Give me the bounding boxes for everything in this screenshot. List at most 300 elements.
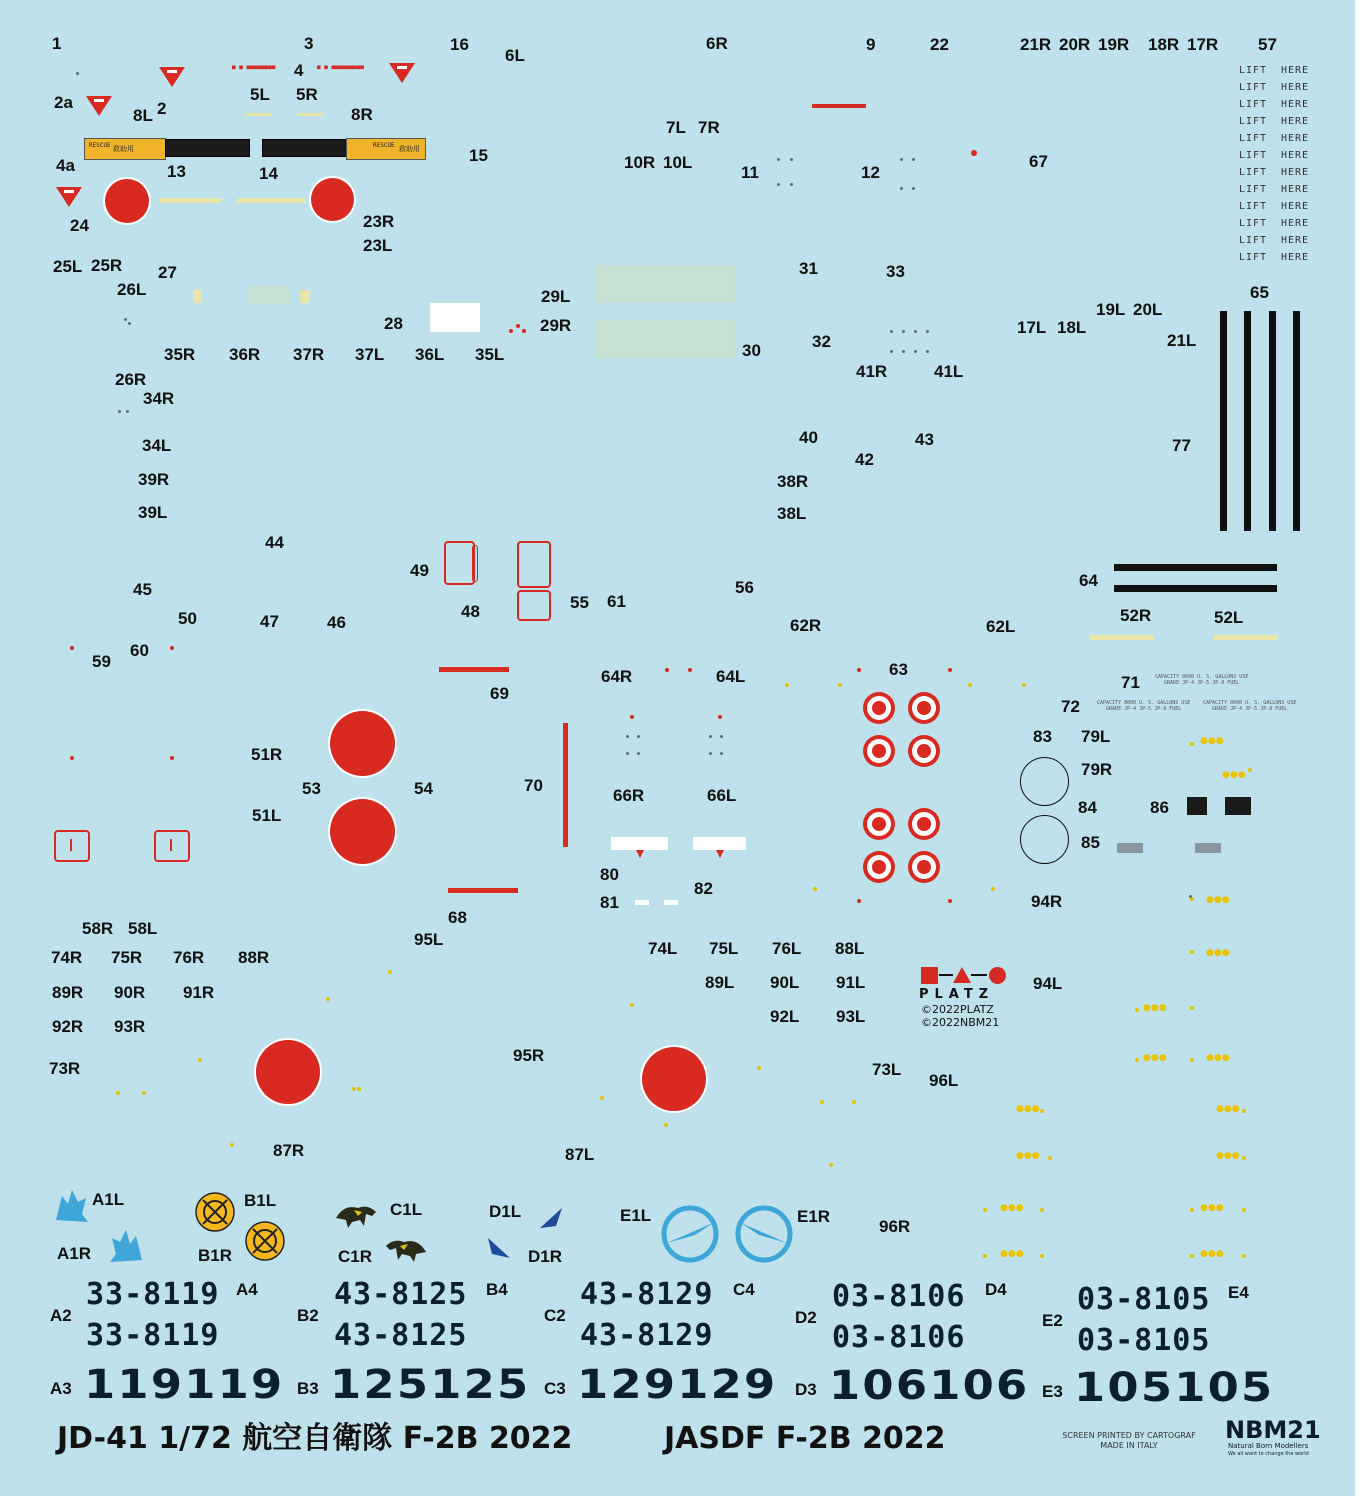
serial-number-decal: 03-8106	[832, 1279, 966, 1314]
rescue-text-jp: 救助用	[399, 145, 420, 153]
grey-stencil-dot	[926, 350, 929, 353]
stencil-dot	[813, 887, 817, 891]
hinomaru-roundel	[330, 799, 395, 864]
stencil-text-decal: ■ ■ ■■■■■■■■■	[317, 64, 364, 71]
decal-number: 2	[157, 99, 167, 118]
stencil-dot	[357, 1087, 361, 1091]
grey-stencil-dot	[76, 72, 79, 75]
black-stencil-plate	[165, 139, 250, 157]
decal-number: A2	[50, 1306, 72, 1325]
stencil-dot	[1040, 1208, 1044, 1212]
decal-number: 55	[570, 593, 589, 612]
black-stripe-decal	[1114, 585, 1277, 592]
decal-number: 17L	[1017, 318, 1047, 337]
decal-number: 95R	[513, 1046, 545, 1065]
pale-stencil-patch	[248, 286, 290, 304]
stencil-dot-group: ●●●	[1216, 1104, 1240, 1114]
pale-stencil-strip	[246, 113, 272, 116]
red-outline-panel-decal	[444, 541, 475, 585]
warning-triangle-decal	[389, 63, 415, 83]
white-strip-decal	[635, 900, 649, 905]
red-arrow-decal	[636, 850, 644, 858]
unit-emblem-blue-icon	[661, 1205, 719, 1263]
black-plate-decal	[1187, 797, 1207, 815]
here-stencil-text: HERE	[1281, 167, 1310, 178]
black-stripe-decal	[1244, 311, 1251, 531]
decal-number: 39L	[138, 503, 168, 522]
serial-number-decal: 03-8106	[832, 1320, 966, 1355]
decal-number: 80	[600, 865, 619, 884]
decal-number: 75R	[111, 948, 143, 967]
decal-number: 51L	[252, 806, 282, 825]
decal-number: 7R	[698, 118, 720, 137]
decal-number: 73R	[49, 1059, 81, 1078]
decal-number: 15	[469, 146, 488, 165]
decal-number: 64L	[716, 667, 746, 686]
decal-number: 54	[414, 779, 433, 798]
rescue-text: RESCUE	[373, 142, 395, 149]
fuel-capacity-stencil	[1155, 674, 1248, 686]
white-patch-decal	[430, 303, 480, 332]
decal-number: 16	[450, 35, 469, 54]
decal-number: B3	[297, 1379, 319, 1398]
decal-number: E1L	[620, 1206, 652, 1225]
rescue-text-jp: 救助用	[113, 145, 134, 153]
lift-stencil-text: LIFT	[1239, 150, 1268, 161]
decal-number: 34L	[142, 436, 172, 455]
decal-number: 37L	[355, 345, 385, 364]
stencil-dot	[1040, 1109, 1044, 1113]
grade-text: GRADE JP-4 JP-5 JP-8 FUEL	[1212, 706, 1288, 712]
white-placard-decal	[693, 837, 746, 850]
tail-number-decal: 105105	[1074, 1365, 1275, 1411]
nbm21-tagline: Natural Born Modellers	[1228, 1442, 1309, 1450]
credit-line-1: SCREEN PRINTED BY CARTOGRAF	[1062, 1431, 1196, 1440]
logo-line-icon	[971, 974, 987, 976]
decal-number: 27	[158, 263, 177, 282]
grey-stencil-dot	[790, 183, 793, 186]
decal-number: 69	[490, 684, 509, 703]
decal-number: 90L	[770, 973, 800, 992]
stencil-dot-group: ●●●	[1222, 770, 1246, 780]
decal-number: 33	[886, 262, 905, 281]
decal-number: E1R	[797, 1207, 831, 1226]
stencil-dot	[1190, 1058, 1194, 1062]
decal-number: 32	[812, 332, 831, 351]
lift-stencil-text: LIFT	[1239, 252, 1268, 263]
decal-number: 86	[1150, 798, 1169, 817]
nbm-copyright: ©2022NBM21	[921, 1016, 1000, 1029]
ring-target-decal	[908, 735, 940, 767]
nbm21-motto: We all want to change the world	[1228, 1451, 1309, 1457]
ring-target-decal	[908, 692, 940, 724]
decal-number: 20L	[1133, 300, 1163, 319]
black-stencil-plate	[262, 139, 348, 157]
ring-target-decal	[863, 692, 895, 724]
here-stencil-text: HERE	[1281, 82, 1310, 93]
decal-number: 72	[1061, 697, 1080, 716]
decal-number: 63	[889, 660, 908, 679]
decal-number: A4	[236, 1280, 258, 1299]
decal-number: C1R	[338, 1247, 373, 1266]
red-stencil-dot	[665, 668, 669, 672]
decal-number: 74R	[51, 948, 83, 967]
decal-number: 10L	[663, 153, 693, 172]
stencil-dot	[1190, 950, 1194, 954]
stencil-dot-group: ●●●	[1206, 1053, 1230, 1063]
grey-stencil-dot	[914, 350, 917, 353]
decal-number: 70	[524, 776, 543, 795]
decal-number: 60	[130, 641, 149, 660]
decal-number: 42	[855, 450, 874, 469]
stencil-dot	[852, 1100, 856, 1104]
decal-number: 17R	[1187, 35, 1219, 54]
decal-number: 85	[1081, 833, 1100, 852]
decal-number: 66L	[707, 786, 737, 805]
stencil-dot	[1190, 1208, 1194, 1212]
stencil-dot	[1190, 742, 1194, 746]
decal-number: 75L	[709, 939, 739, 958]
squadron-badge-yellow-icon	[194, 1191, 236, 1233]
stencil-dot	[757, 1066, 761, 1070]
stencil-dot	[116, 1091, 120, 1095]
stencil-dot	[968, 683, 972, 687]
pale-stencil-strip	[1214, 635, 1278, 640]
decal-number: 76L	[772, 939, 802, 958]
red-stripe-decal	[448, 888, 518, 893]
tail-number-decal: 129129	[577, 1362, 778, 1408]
sheet-title-english: JASDF F-2B 2022	[664, 1421, 946, 1456]
decal-number: E2	[1042, 1311, 1063, 1330]
serial-number-decal: 03-8105	[1077, 1282, 1211, 1317]
stencil-dot	[1190, 1006, 1194, 1010]
decal-number: 19L	[1096, 300, 1126, 319]
decal-number: C4	[733, 1280, 755, 1299]
decal-number: D1L	[489, 1202, 522, 1221]
rescue-arrow-right-decal	[346, 138, 426, 160]
red-stencil-dot	[630, 715, 634, 719]
red-stencil-dot	[70, 756, 74, 760]
grey-stencil-dot	[720, 735, 723, 738]
stencil-dot-group: ●●●	[1216, 1151, 1240, 1161]
decal-number: 2a	[54, 93, 73, 112]
decal-number: 65	[1250, 283, 1269, 302]
grey-stencil-dot	[890, 330, 893, 333]
tiger-badge-blue-icon	[108, 1228, 146, 1264]
decal-number: A1L	[92, 1190, 125, 1209]
decal-number: 26R	[115, 370, 147, 389]
decal-number: 3	[304, 34, 314, 53]
grey-stencil-dot	[902, 330, 905, 333]
decal-number: D1R	[528, 1247, 563, 1266]
stencil-dot	[388, 970, 392, 974]
stencil-dot-group: ●●●	[1206, 895, 1230, 905]
grey-stencil-dot	[128, 322, 131, 325]
decal-number: 13	[167, 162, 186, 181]
decal-number: 57	[1258, 35, 1277, 54]
decal-number: 64	[1079, 571, 1098, 590]
decal-number: 29L	[541, 287, 571, 306]
decal-number: 12	[861, 163, 880, 182]
decal-number: 40	[799, 428, 818, 447]
stencil-dot	[983, 1254, 987, 1258]
serial-number-decal: 43-8129	[580, 1318, 714, 1353]
stencil-dot-group: ●●●	[1206, 948, 1230, 958]
pale-stencil-strip	[193, 290, 202, 303]
stencil-dot	[326, 997, 330, 1001]
lift-stencil-text: LIFT	[1239, 184, 1268, 195]
decal-number: 4a	[56, 156, 75, 175]
pale-stencil-strip	[237, 198, 305, 203]
decal-number: 74L	[648, 939, 678, 958]
decal-number: 38R	[777, 472, 809, 491]
lift-stencil-text: LIFT	[1239, 65, 1268, 76]
stencil-dot	[1242, 1254, 1246, 1258]
white-placard-decal	[611, 837, 668, 850]
stencil-dot	[838, 683, 842, 687]
hinomaru-roundel	[330, 711, 395, 776]
decal-number: 94R	[1031, 892, 1063, 911]
red-stripe-decal	[563, 723, 568, 847]
decal-number: 1	[52, 34, 62, 53]
red-arrow-decal	[716, 850, 724, 858]
grey-stencil-dot	[709, 735, 712, 738]
decal-number: 66R	[613, 786, 645, 805]
black-stripe-decal	[1269, 311, 1276, 531]
decal-number: 83	[1033, 727, 1052, 746]
stencil-dot-group: ●●●	[1200, 1249, 1224, 1259]
decal-number: 52R	[1120, 606, 1152, 625]
decal-number: 28	[384, 314, 403, 333]
decal-number: 91R	[183, 983, 215, 1002]
red-stencil-dot	[718, 715, 722, 719]
decal-number: D2	[795, 1308, 817, 1327]
decal-number: 53	[302, 779, 321, 798]
decal-number: 39R	[138, 470, 170, 489]
decal-number: 5R	[296, 85, 318, 104]
stencil-dot	[1022, 683, 1026, 687]
decal-number: 64R	[601, 667, 633, 686]
decal-number: 82	[694, 879, 713, 898]
grey-stencil-dot	[890, 350, 893, 353]
decal-number: 38L	[777, 504, 807, 523]
pale-stencil-strip	[300, 290, 309, 303]
decal-number: 96R	[879, 1217, 911, 1236]
tail-number-decal: 119119	[84, 1362, 285, 1408]
decal-number: 79L	[1081, 727, 1111, 746]
decal-number: C2	[544, 1306, 566, 1325]
decal-number: 51R	[251, 745, 283, 764]
decal-number: 73L	[872, 1060, 902, 1079]
ring-target-decal	[908, 851, 940, 883]
stencil-dot	[1242, 1156, 1246, 1160]
decal-number: 67	[1029, 152, 1048, 171]
stencil-dot	[664, 1123, 668, 1127]
decal-number: 23L	[363, 236, 393, 255]
decal-number: 90R	[114, 983, 146, 1002]
pale-stencil-strip	[297, 113, 323, 116]
decal-number: B2	[297, 1306, 319, 1325]
decal-number: 50	[178, 609, 197, 628]
hinomaru-roundel	[256, 1040, 320, 1104]
decal-number: 89L	[705, 973, 735, 992]
lift-stencil-text: LIFT	[1239, 82, 1268, 93]
grey-stencil-dot	[1189, 895, 1192, 898]
decal-number: 71	[1121, 673, 1140, 692]
fuel-capacity-stencil	[1097, 700, 1190, 712]
grey-stencil-dot	[709, 752, 712, 755]
stencil-dot	[1135, 1058, 1139, 1062]
here-stencil-text: HERE	[1281, 150, 1310, 161]
decal-number: 36L	[415, 345, 445, 364]
ring-target-decal	[908, 808, 940, 840]
decal-number: 59	[92, 652, 111, 671]
stencil-dot-group: ●●●	[1000, 1249, 1024, 1259]
grey-stencil-dot	[902, 350, 905, 353]
unit-emblem-blue-icon	[735, 1205, 793, 1263]
grey-stencil-dot	[912, 187, 915, 190]
decal-number: 18L	[1057, 318, 1087, 337]
red-outline-panel-decal	[54, 830, 90, 862]
red-stencil-dot	[170, 756, 174, 760]
lift-stencil-text: LIFT	[1239, 167, 1268, 178]
decal-number: 36R	[229, 345, 261, 364]
stencil-dot	[1135, 1008, 1139, 1012]
red-stencil-dot	[516, 324, 520, 328]
stencil-dot-group: ●●●	[1143, 1053, 1167, 1063]
decal-number: 8L	[133, 106, 153, 125]
decal-number: 6L	[505, 46, 525, 65]
logo-line-icon	[939, 974, 953, 976]
decal-number: 25R	[91, 256, 123, 275]
decal-number: 43	[915, 430, 934, 449]
decal-number: 11	[741, 163, 759, 182]
here-stencil-text: HERE	[1281, 184, 1310, 195]
stencil-dot	[1048, 1156, 1052, 1160]
red-stencil-dot	[509, 329, 513, 333]
here-stencil-text: HERE	[1281, 201, 1310, 212]
decal-number: 21L	[1167, 331, 1197, 350]
decal-number: 29R	[540, 316, 572, 335]
decal-number: 93R	[114, 1017, 146, 1036]
grey-stencil-dot	[637, 735, 640, 738]
logo-circle-icon	[989, 967, 1006, 984]
decal-number: 18R	[1148, 35, 1180, 54]
grey-stencil-dot	[900, 187, 903, 190]
capacity-text: CAPACITY 8000 U. S. GALLONS USE	[1155, 674, 1249, 680]
decal-number: 62L	[986, 617, 1016, 636]
tail-number-decal: 125125	[330, 1362, 531, 1408]
black-circle-outline-decal	[1020, 815, 1069, 864]
stencil-dot	[1040, 1254, 1044, 1258]
blue-chevron-icon	[538, 1206, 564, 1230]
decal-number: 96L	[929, 1071, 959, 1090]
stencil-dot-group: ●●●	[1200, 736, 1224, 746]
red-outline-panel-decal	[154, 830, 190, 862]
stencil-dot-group: ●●●	[1200, 1203, 1224, 1213]
decal-number: 23R	[363, 212, 395, 231]
decal-number: 95L	[414, 930, 444, 949]
pale-stencil-strip	[1090, 635, 1154, 640]
decal-number: 89R	[52, 983, 84, 1002]
tiger-badge-blue-icon	[52, 1188, 90, 1224]
stencil-dot	[829, 1163, 833, 1167]
here-stencil-text: HERE	[1281, 65, 1310, 76]
grey-stencil-dot	[626, 752, 629, 755]
decal-number: 88R	[238, 948, 270, 967]
sheet-title-japanese: JD-41 1/72 航空自衛隊 F-2B 2022	[57, 1421, 573, 1456]
grade-text: GRADE JP-4 JP-5 JP-8 FUEL	[1106, 706, 1182, 712]
decal-number: 91L	[836, 973, 866, 992]
ring-target-decal	[863, 851, 895, 883]
grade-text: GRADE JP-4 JP-5 JP-8 FUEL	[1164, 680, 1240, 686]
decal-number: 47	[260, 612, 279, 631]
grey-stencil-dot	[637, 752, 640, 755]
red-outline-panel-decal	[472, 545, 478, 582]
decal-number: 9	[866, 35, 876, 54]
serial-number-decal: 33-8119	[86, 1318, 220, 1353]
decal-number: 37R	[293, 345, 325, 364]
black-plate-decal	[1225, 797, 1251, 815]
red-stencil-dot	[857, 899, 861, 903]
black-panther-icon	[384, 1234, 428, 1264]
grey-stencil-dot	[790, 158, 793, 161]
pale-stencil-patch	[595, 265, 735, 303]
decal-number: 14	[259, 164, 278, 183]
decal-number: 93L	[836, 1007, 866, 1026]
grey-stencil-dot	[926, 330, 929, 333]
decal-number: 24	[70, 216, 89, 235]
decal-number: 52L	[1214, 608, 1244, 627]
red-outline-panel-decal	[517, 541, 551, 588]
decal-number: 87L	[565, 1145, 595, 1164]
rescue-arrow-left-decal	[84, 138, 166, 160]
decal-number: 94L	[1033, 974, 1063, 993]
stencil-dot	[1190, 1254, 1194, 1258]
decal-number: B4	[486, 1280, 508, 1299]
decal-number: 62R	[790, 616, 822, 635]
serial-number-decal: 43-8125	[334, 1318, 468, 1353]
lift-stencil-text: LIFT	[1239, 133, 1268, 144]
decal-number: 68	[448, 908, 467, 927]
printer-credit	[1056, 1431, 1202, 1450]
serial-number-decal: 43-8125	[334, 1277, 468, 1312]
red-stencil-dot	[948, 668, 952, 672]
decal-number: 20R	[1059, 35, 1091, 54]
red-stencil-dot	[857, 668, 861, 672]
decal-number: E3	[1042, 1382, 1063, 1401]
decal-number: 30	[742, 341, 761, 360]
grey-stencil-dot	[626, 735, 629, 738]
black-panther-icon	[334, 1200, 378, 1230]
here-stencil-text: HERE	[1281, 116, 1310, 127]
stencil-dot	[1248, 768, 1252, 772]
squadron-badge-yellow-icon	[244, 1220, 286, 1262]
decal-number: 58R	[82, 919, 114, 938]
decal-number: 34R	[143, 389, 175, 408]
decal-number: 8R	[351, 105, 373, 124]
here-stencil-text: HERE	[1281, 252, 1310, 263]
stencil-dot	[983, 1208, 987, 1212]
decal-number: 5L	[250, 85, 270, 104]
capacity-text: CAPACITY 8000 U. S. GALLONS USE	[1097, 700, 1191, 706]
black-stripe-decal	[1220, 311, 1227, 531]
decal-number: 22	[930, 35, 949, 54]
serial-number-decal: 03-8105	[1077, 1323, 1211, 1358]
grey-stencil-dot	[126, 410, 129, 413]
decal-number: 56	[735, 578, 754, 597]
stencil-dot-group: ●●●	[1016, 1104, 1040, 1114]
